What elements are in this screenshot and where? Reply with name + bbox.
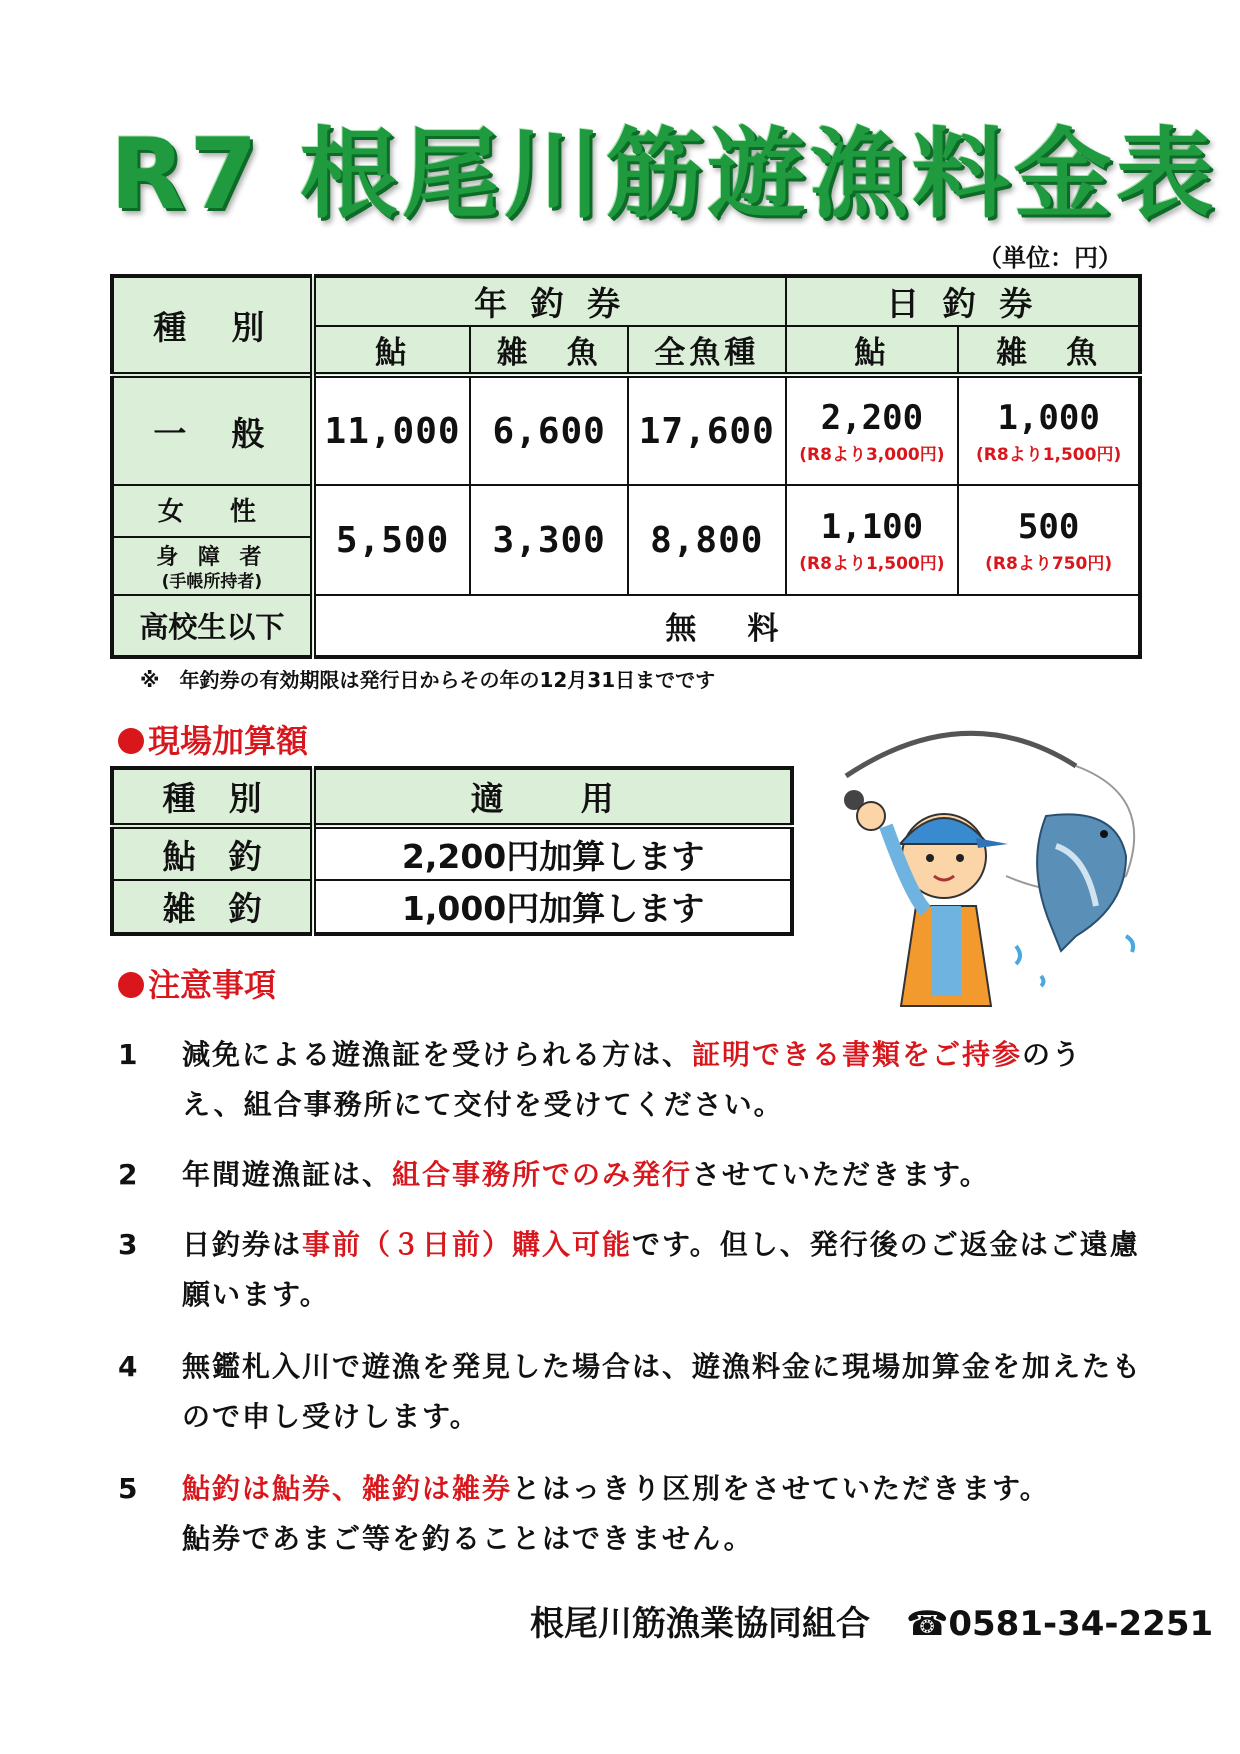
row-label-women-disabled (112, 485, 313, 595)
subheader-daily-zako: 雑 魚 (958, 326, 1140, 375)
note-text: 減免による遊漁証を受けられる方は、 (182, 1038, 693, 1071)
general-daily-zako-note: (R8より1,500円) (976, 444, 1122, 465)
women-daily-ayu: 1,100 (820, 506, 924, 547)
page-title: R7 根尾川筋遊漁料金表 (110, 118, 1218, 232)
note-text: のうえ、組合事務所にて交付を受けてください。 (182, 1038, 1083, 1121)
hands (857, 802, 885, 830)
daily-ticket-header: 日 釣 券 (786, 276, 1140, 326)
fish-icon (1037, 814, 1126, 951)
women-annual-all: 8,800 (628, 485, 786, 595)
note-number: 5 (118, 1472, 138, 1505)
women-daily-zako-note: (R8より750円) (985, 553, 1113, 574)
notes-heading (118, 960, 276, 1006)
splash-icon (1016, 936, 1133, 986)
surcharge-row-value: 1,000円加算します (313, 880, 792, 934)
note-text: とはっきり区別をさせていただきます。 (512, 1472, 1050, 1505)
footnote: ※ 年釣券の有効期限は発行日からその年の12月31日までです (140, 668, 716, 692)
surcharge-table (110, 766, 794, 936)
list-item (118, 1342, 1178, 1442)
cap-brim (976, 838, 1008, 848)
note-number: 1 (118, 1038, 138, 1071)
students-free: 無 料 (313, 595, 1140, 657)
note-text: です。但し、発行後のご返金はご遠慮願います。 (182, 1228, 1140, 1311)
notes-heading-text: 注意事項 (148, 966, 277, 1004)
row-label-students: 高校生以下 (112, 595, 313, 657)
subheader-daily-ayu: 鮎 (786, 326, 959, 375)
angler-illustration (826, 706, 1160, 1024)
surcharge-row-value: 2,200円加算します (313, 826, 792, 880)
annual-ticket-header: 年 釣 券 (313, 276, 786, 326)
women-annual-ayu: 5,500 (313, 485, 471, 595)
women-daily-ayu-note: (R8より1,500円) (799, 553, 945, 574)
list-item (118, 1220, 1178, 1320)
fishing-rod (846, 733, 1076, 776)
surcharge-header-category: 種 別 (112, 768, 313, 826)
general-daily-ayu-cell (786, 375, 959, 485)
note-highlight: 鮎釣は鮎券、雑釣は雑券 (182, 1472, 513, 1505)
note-text: 鮎券であまご等を釣ることはできません。 (182, 1522, 754, 1555)
subheader-annual-ayu: 鮎 (313, 326, 471, 375)
organization-name: 根尾川筋漁業協同組合 (530, 1604, 870, 1644)
bullet-icon (118, 728, 144, 754)
general-daily-ayu: 2,200 (820, 397, 924, 438)
women-daily-ayu-cell (786, 485, 959, 595)
note-highlight: 証明できる書類をご持参 (692, 1038, 1023, 1071)
note-text: させていただきます。 (692, 1158, 990, 1191)
row-label-general: 一 般 (112, 375, 313, 485)
footer (530, 1596, 1213, 1645)
note-highlight: 組合事務所でのみ発行 (392, 1158, 693, 1191)
women-daily-zako: 500 (1017, 506, 1080, 547)
label-disabled-main: 身 障 者 (156, 545, 268, 570)
list-item (118, 1030, 1178, 1130)
note-number: 4 (118, 1350, 138, 1383)
cap (900, 818, 988, 844)
general-daily-zako: 1,000 (997, 397, 1100, 438)
note-text: 無鑑札入川で遊漁を発見した場合は、遊漁料金に現場加算金を加えたもので申し受けします。 (182, 1350, 1143, 1433)
label-disabled (114, 538, 310, 592)
general-annual-zako: 6,600 (470, 375, 628, 485)
note-highlight: 事前（３日前）購入可能 (302, 1228, 633, 1261)
note-text: 年間遊漁証は、 (182, 1158, 393, 1191)
surcharge-row-label: 雑 釣 (112, 880, 313, 934)
women-annual-zako: 3,300 (470, 485, 628, 595)
surcharge-row-label: 鮎 釣 (112, 826, 313, 880)
phone-number: ☎0581-34-2251 (906, 1604, 1214, 1644)
surcharge-heading-text: 現場加算額 (148, 722, 309, 760)
category-header: 種 別 (112, 276, 313, 375)
fee-table (110, 274, 1142, 659)
general-annual-ayu: 11,000 (313, 375, 471, 485)
label-women: 女 性 (114, 488, 310, 538)
list-item (118, 1464, 1178, 1564)
unit-label: （単位：円） (978, 244, 1122, 272)
surcharge-heading (118, 716, 308, 762)
note-number: 3 (118, 1228, 138, 1261)
subheader-annual-all: 全魚種 (628, 326, 786, 375)
surcharge-header-applies: 適 用 (313, 768, 792, 826)
bullet-icon (118, 972, 144, 998)
list-item (118, 1150, 1178, 1200)
shirt (931, 906, 961, 996)
general-daily-zako-cell (958, 375, 1140, 485)
subheader-annual-zako: 雑 魚 (470, 326, 628, 375)
note-number: 2 (118, 1158, 138, 1191)
label-disabled-sub: (手帳所持者) (161, 572, 263, 592)
women-daily-zako-cell (958, 485, 1140, 595)
general-daily-ayu-note: (R8より3,000円) (799, 444, 945, 465)
note-text: 日釣券は (182, 1228, 303, 1261)
general-annual-all: 17,600 (628, 375, 786, 485)
